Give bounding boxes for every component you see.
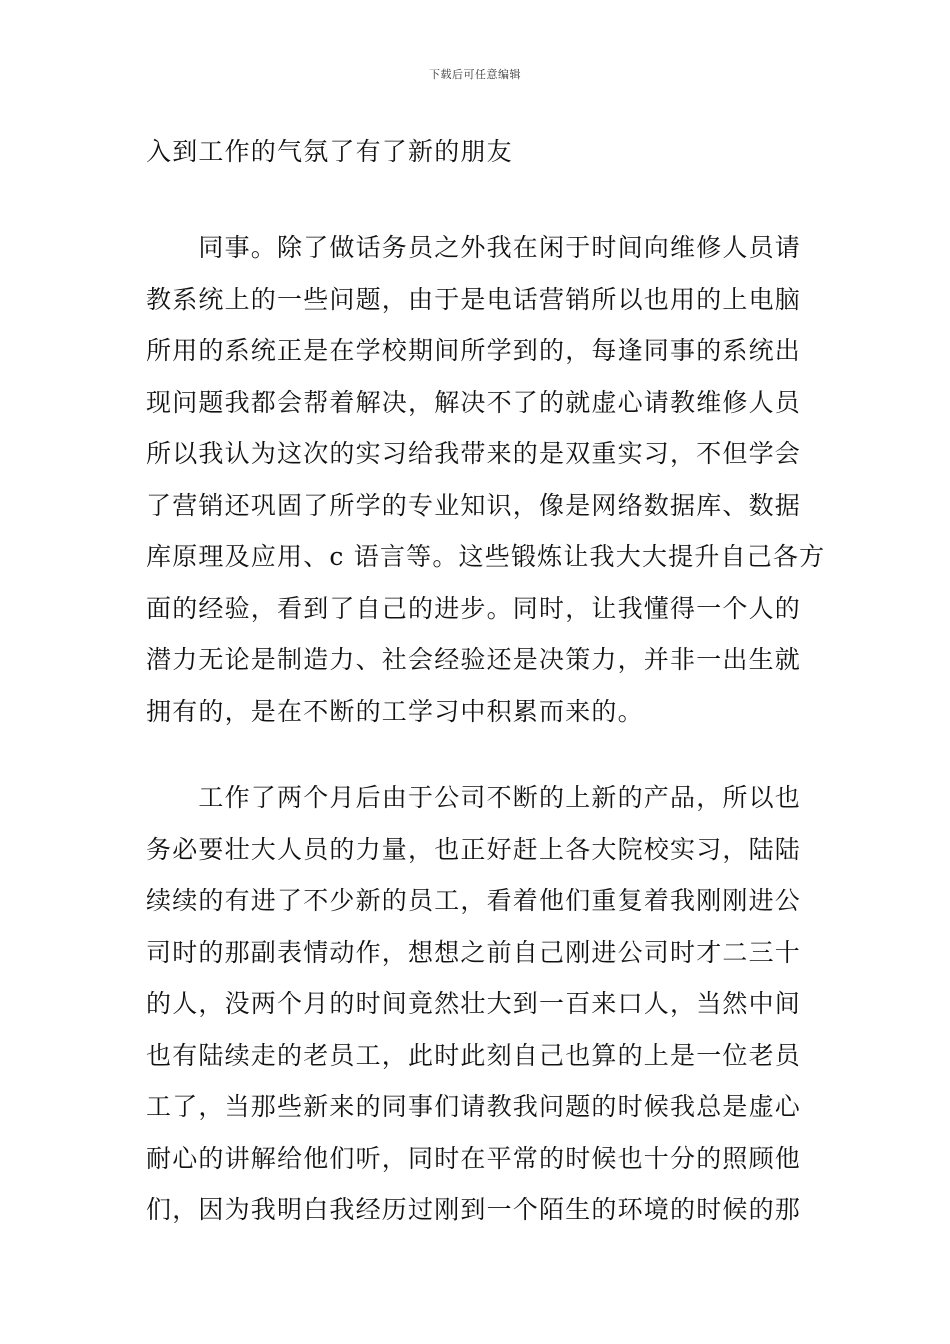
- header-note: 下载后可任意编辑: [429, 68, 521, 81]
- paragraph-line: 潜力无论是制造力、社会经验还是决策力，并非一出生就: [146, 645, 802, 674]
- paragraph-2: [146, 772, 806, 1236]
- paragraph-line: 拥有的，是在不断的工学习中积累而来的。: [146, 696, 644, 726]
- paragraph-line: 工作了两个月后由于公司不断的上新的产品，所以也: [146, 783, 802, 812]
- lead-line: 入到工作的气氛了有了新的朋友: [146, 137, 513, 166]
- paragraph-line: 耐心的讲解给他们听，同时在平常的时候也十分的照顾他: [146, 1143, 802, 1173]
- paragraph-line: 教系统上的一些问题，由于是电话营销所以也用的上电脑: [146, 284, 802, 314]
- paragraph-line: 同事。除了做话务员之外我在闲于时间向维修人员请: [146, 233, 802, 262]
- paragraph-line: 所用的系统正是在学校期间所学到的，每逢同事的系统出: [146, 336, 802, 365]
- paragraph-line: 所以我认为这次的实习给我带来的是双重实习，不但学会: [146, 439, 802, 468]
- paragraph-line: 库原理及应用、c 语言等。这些锻炼让我大大提升自己各方: [146, 542, 826, 571]
- paragraph-line: 务必要壮大人员的力量，也正好赶上各大院校实习，陆陆: [146, 834, 802, 864]
- paragraph-line: 工了，当那些新来的同事们请教我问题的时候我总是虚心: [146, 1092, 802, 1121]
- paragraph-line: 现问题我都会帮着解决，解决不了的就虚心请教维修人员: [146, 387, 802, 417]
- paragraph-line: 的人，没两个月的时间竟然壮大到一百来口人，当然中间: [146, 989, 802, 1018]
- paragraph-1: [146, 222, 826, 737]
- paragraph-line: 续续的有进了不少新的员工，看着他们重复着我刚刚进公: [146, 886, 802, 915]
- paragraph-line: 面的经验，看到了自己的进步。同时，让我懂得一个人的: [146, 593, 802, 623]
- paragraph-line: 也有陆续走的老员工，此时此刻自己也算的上是一位老员: [146, 1040, 802, 1070]
- paragraph-line: 了营销还巩固了所学的专业知识，像是网络数据库、数据: [146, 490, 802, 520]
- paragraph-line: 们，因为我明白我经历过刚到一个陌生的环境的时候的那: [146, 1195, 802, 1224]
- paragraph-line: 司时的那副表情动作，想想之前自己刚进公司时才二三十: [146, 937, 802, 967]
